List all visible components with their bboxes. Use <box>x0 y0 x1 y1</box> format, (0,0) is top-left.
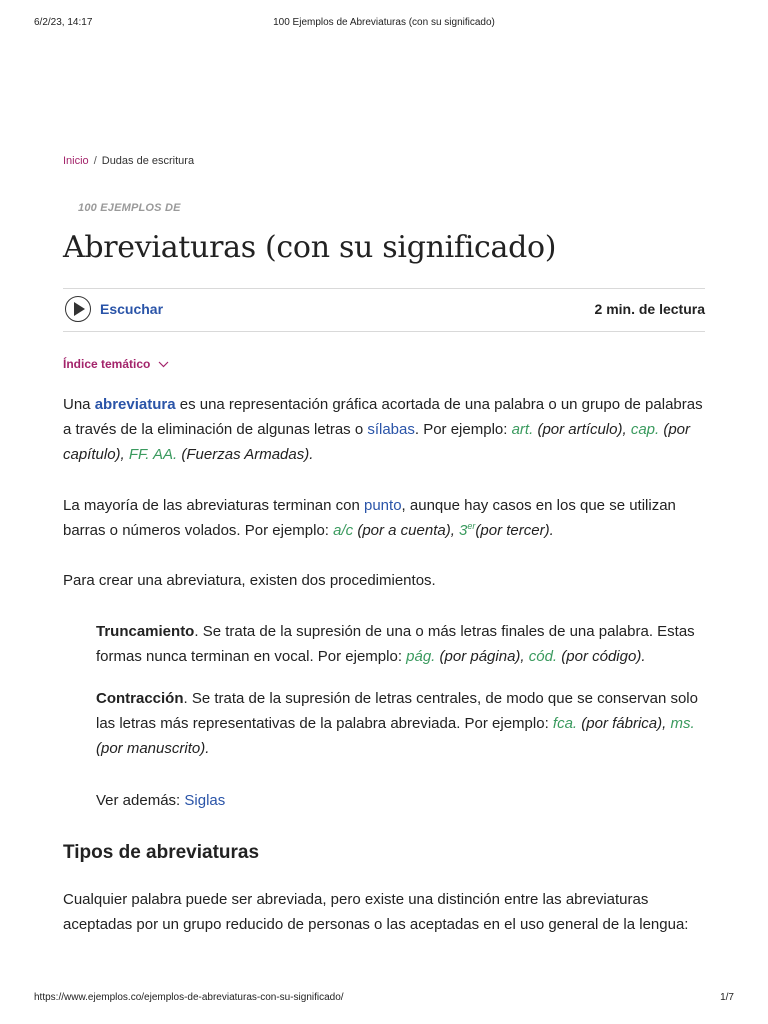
gloss-ms: (por manuscrito). <box>96 740 210 757</box>
contr-text: . Se trata de la supresión de letras centrales, de modo que se conservan solo las letras más representativas de la palabra abreviada. Por ejemplo: <box>96 690 698 732</box>
gloss-ac: (por a cuenta), <box>353 522 460 539</box>
procedures-paragraph: Para crear una abreviatura, existen dos procedimientos. <box>63 572 436 589</box>
truncamiento-term: Truncamiento <box>96 623 195 640</box>
example-3er <box>459 522 475 539</box>
toc-label: Índice temático <box>63 357 151 371</box>
gloss-cap: (por capítulo), <box>63 421 691 463</box>
example-ms: ms. <box>670 715 695 732</box>
print-date: 6/2/23, 14:17 <box>34 17 93 28</box>
truncamiento-paragraph <box>96 619 708 669</box>
p2-text-2: , aunque hay casos en los que se utilizan barras o números volados. Por ejemplo: <box>63 497 676 539</box>
p1-text-2: es una representación gráfica acortada de una palabra o un grupo de palabras a través de la eliminación de algunas letras o <box>63 396 703 438</box>
listen-button[interactable]: Escuchar <box>100 301 164 317</box>
section-title: Tipos de abreviaturas <box>63 842 260 863</box>
print-document-title: 100 Ejemplos de Abreviaturas (con su significado) <box>273 17 495 28</box>
gloss-3er: (por tercer). <box>475 522 554 539</box>
print-footer <box>34 992 734 1006</box>
play-button[interactable] <box>65 296 91 322</box>
see-also <box>96 788 708 813</box>
p1-text-1: Una <box>63 396 95 413</box>
example-cod: cód. <box>528 648 558 665</box>
example-ac: a/c <box>333 522 354 539</box>
audio-bar <box>63 288 705 332</box>
example-pag: pág. <box>406 648 436 665</box>
play-icon <box>73 302 85 316</box>
toc-toggle[interactable] <box>63 357 169 371</box>
breadcrumb <box>63 155 194 167</box>
punctuation-paragraph <box>63 493 708 543</box>
siglas-link[interactable]: Siglas <box>184 792 226 809</box>
p1-text-3: . Por ejemplo: <box>414 421 512 438</box>
trunc-text: . Se trata de la supresión de una o más letras finales de una palabra. Estas formas nunca terminan en vocal. Por ejemplo: <box>96 623 695 665</box>
contraccion-term: Contracción <box>96 690 184 707</box>
print-url: https://www.ejemplos.co/ejemplos-de-abreviaturas-con-su-significado/ <box>34 992 344 1003</box>
page-number: 1/7 <box>720 992 734 1003</box>
title-kicker: 100 EJEMPLOS DE <box>78 202 181 214</box>
example-art: art. <box>511 421 534 438</box>
example-cap: cap. <box>630 421 660 438</box>
example-fca: fca. <box>552 715 578 732</box>
gloss-fca: (por fábrica), <box>577 715 671 732</box>
gloss-pag: (por página), <box>435 648 529 665</box>
page-title: Abreviaturas (con su significado) <box>63 230 557 265</box>
gloss-cod: (por código). <box>557 648 646 665</box>
example-3er-number: 3 <box>459 522 468 539</box>
example-3er-superscript: er <box>467 521 476 531</box>
see-also-label: Ver además: <box>96 792 185 809</box>
contraccion-paragraph <box>96 686 708 761</box>
example-ffaa: FF. AA. <box>128 446 178 463</box>
p2-text-1: La mayoría de las abreviaturas terminan con <box>63 497 364 514</box>
breadcrumb-current: Dudas de escritura <box>101 155 195 167</box>
types-paragraph: Cualquier palabra puede ser abreviada, pero existe una distinción entre las abreviaturas aceptadas por un grupo reducido de personas o las aceptadas en el uso general de la lengua: <box>63 891 689 933</box>
silabas-link[interactable]: sílabas <box>367 421 415 438</box>
print-header <box>34 17 734 31</box>
abreviatura-link[interactable]: abreviatura <box>94 396 176 413</box>
gloss-art: (por artículo), <box>533 421 631 438</box>
gloss-ffaa: (Fuerzas Armadas). <box>177 446 314 463</box>
breadcrumb-home-link[interactable]: Inicio <box>63 155 89 167</box>
chevron-down-icon <box>158 361 169 368</box>
punto-link[interactable]: punto <box>364 497 402 514</box>
reading-time: 2 min. de lectura <box>594 301 705 317</box>
intro-paragraph <box>63 392 708 467</box>
breadcrumb-separator: / <box>93 155 97 167</box>
